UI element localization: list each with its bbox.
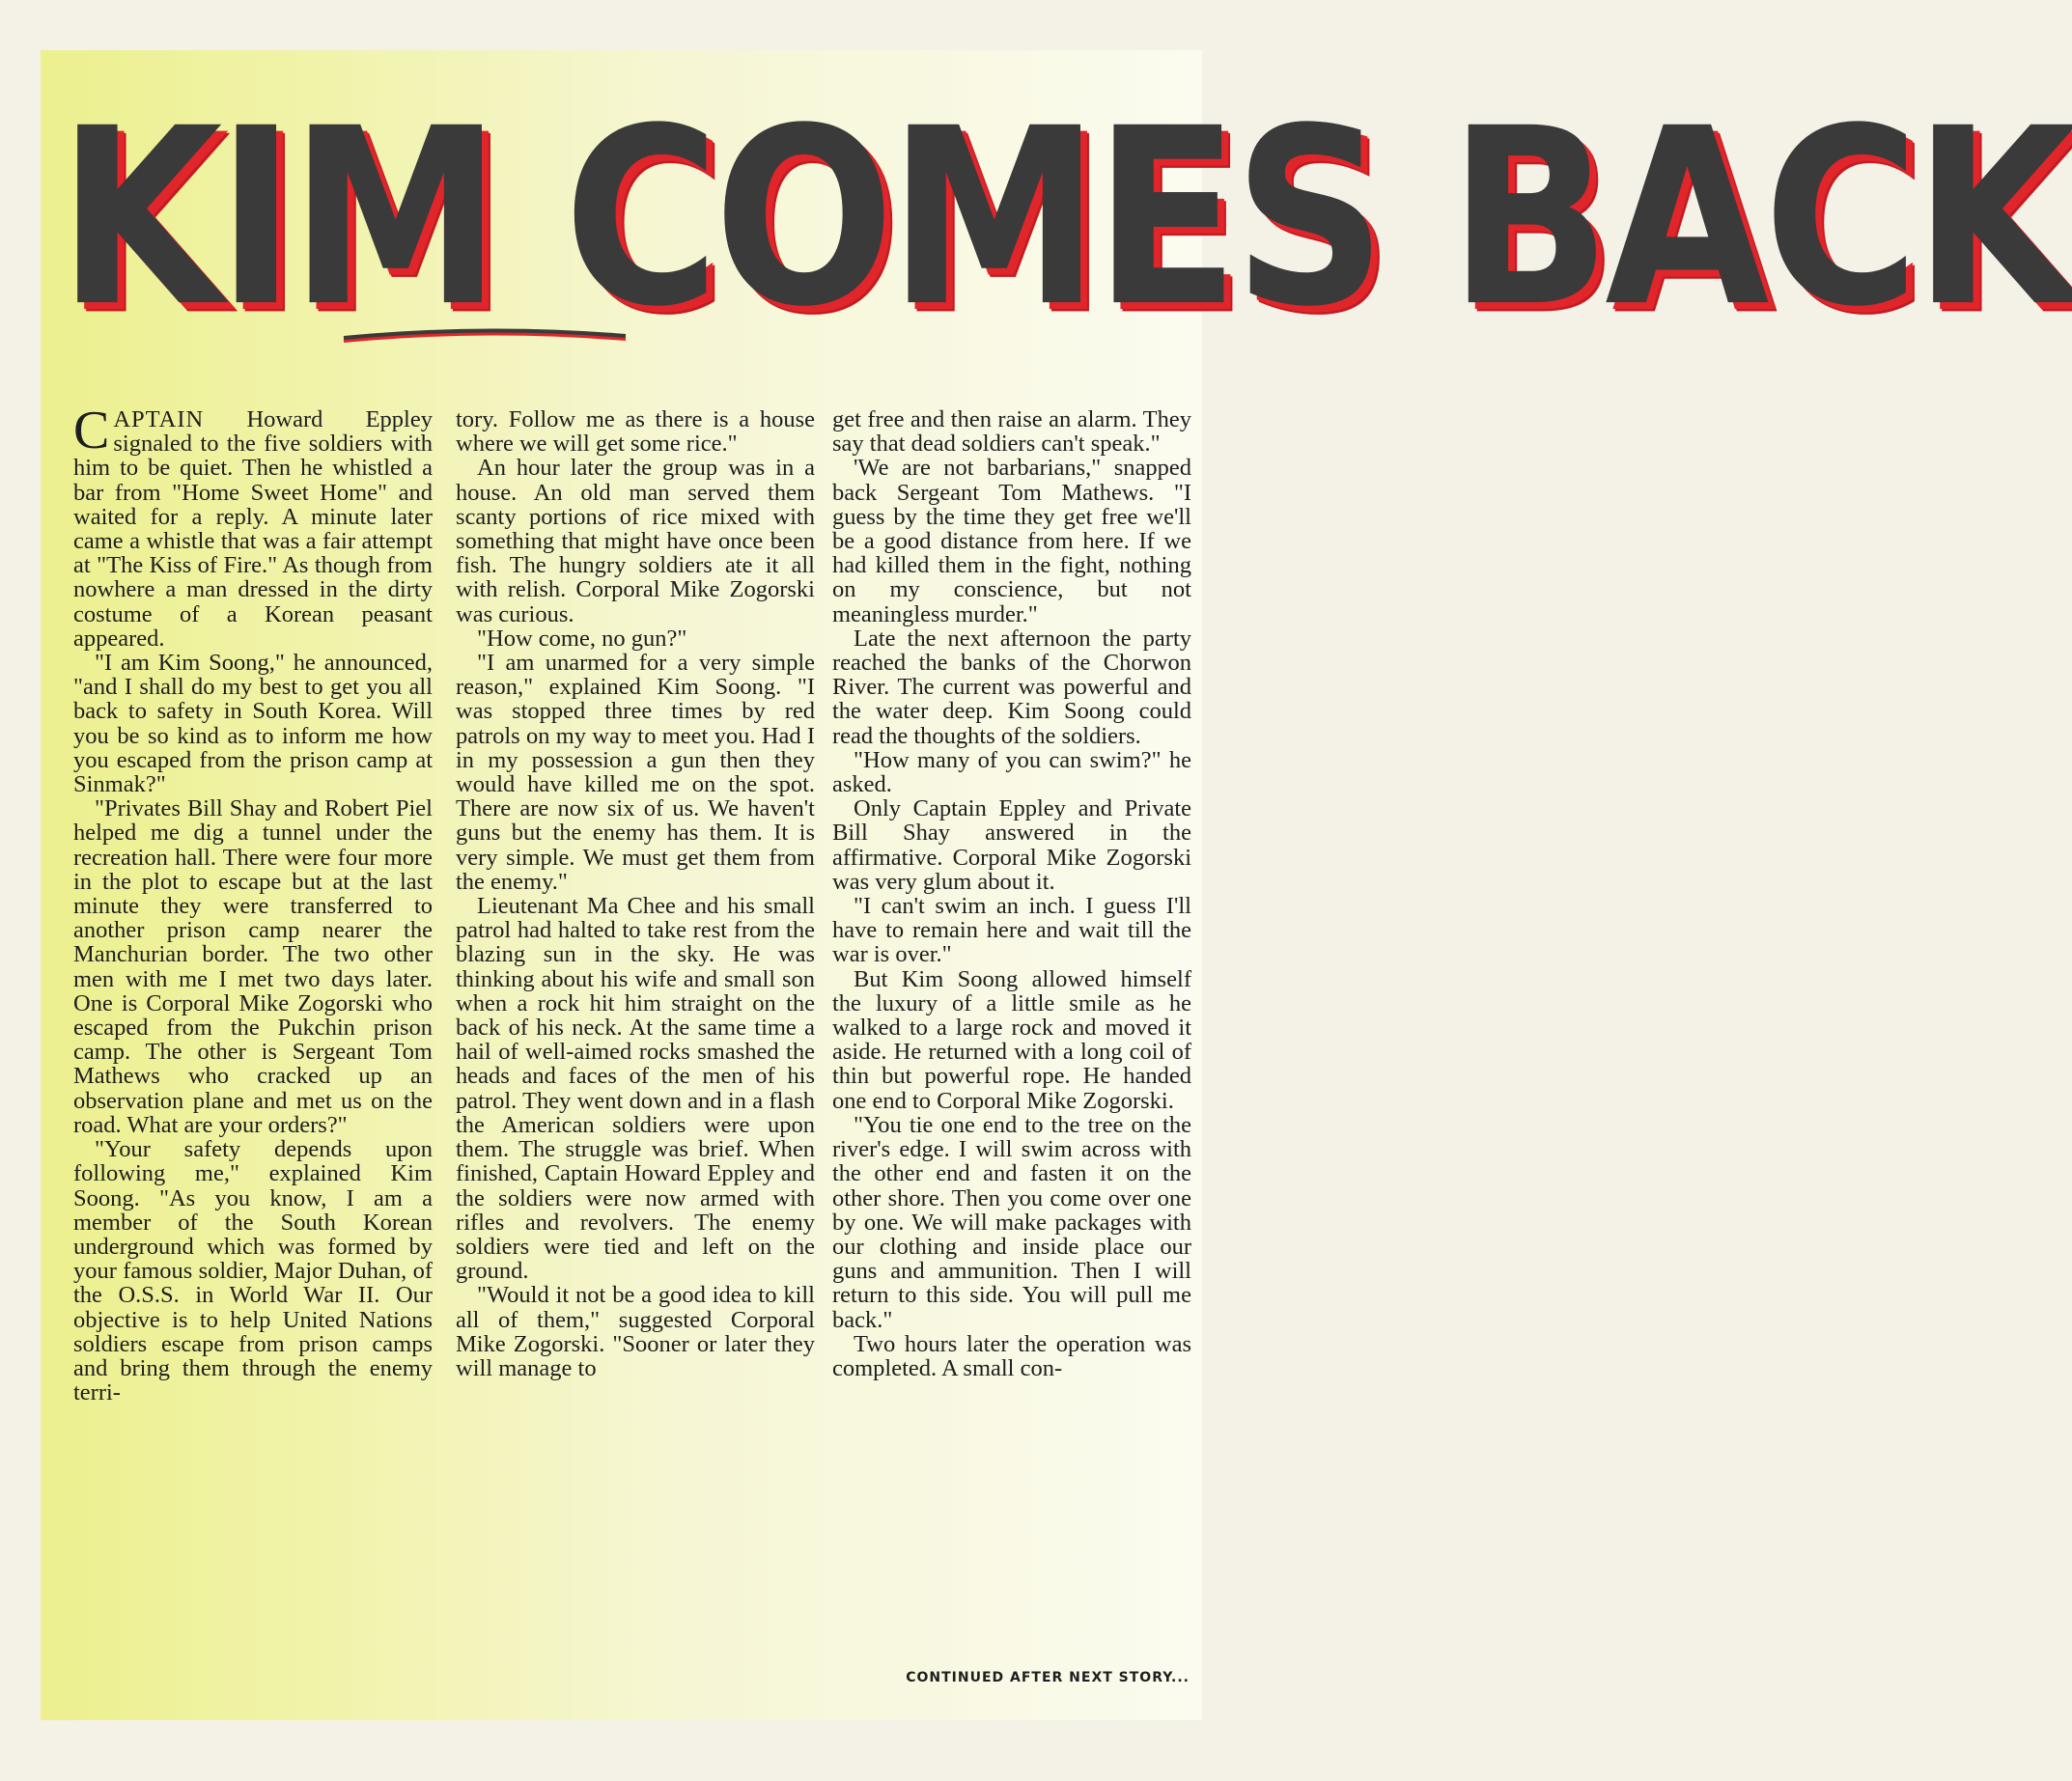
- lead-word: APTAIN: [113, 406, 205, 432]
- story-columns: [73, 401, 1191, 1662]
- paragraph: [73, 401, 433, 652]
- title-area: [58, 75, 2072, 365]
- paragraph: "You tie one end to the tree on the river's edge. I will swim across with the other end and fasten it on the other shore. Then you come over one by one. We will make packages with our clothing and inside place our guns and ammunition. Then I will return to this side. You will pull me back.": [832, 1111, 1191, 1333]
- drop-cap: C: [73, 401, 110, 460]
- title-underline: [340, 329, 630, 345]
- paragraph: "I am unarmed for a very simple reason," explained Kim Soong. "I was stopped three times by red patrols on my way to meet you. Had I in my possession a gun then they would have killed me on the spot. There are now six of us. We haven't guns but the enemy has them. It is very simple. We must get them from the enemy.": [456, 650, 815, 895]
- paragraph: "I am Kim Soong," he announced, "and I shall do my best to get you all back to safety in South Korea. Will you be so kind as to inform me how you escaped from the prison camp at Sinmak?": [73, 650, 433, 798]
- paragraph: Two hours later the operation was completed. A small con-: [832, 1330, 1191, 1381]
- column-1: [73, 401, 433, 1406]
- paragraph: But Kim Soong allowed himself the luxury of a little smile as he walked to a large rock and moved it aside. He returned with a long coil of thin but powerful rope. He handed one end to Corporal Mike Zogorski.: [832, 965, 1191, 1114]
- column-3: [832, 407, 1191, 1380]
- continued-note: CONTINUED AFTER NEXT STORY...: [906, 1670, 1190, 1685]
- paragraph: Only Captain Eppley and Private Bill Shay answered in the affirmative. Corporal Mike Zogorski was very glum about it.: [832, 795, 1191, 895]
- paragraph: "Would it not be a good idea to kill all of them," suggested Corporal Mike Zogorski. "Sooner or later they will manage to: [456, 1282, 815, 1381]
- paragraph: 'We are not barbarians," snapped back Sergeant Tom Mathews. "I guess by the time they get free we'll be a good distance from here. If we had killed them in the fight, nothing on my conscience, but not meaningless murder.": [832, 455, 1191, 627]
- paragraph: "Privates Bill Shay and Robert Piel helped me dig a tunnel under the recreation hall. There were four more in the plot to escape but at the last minute they were transferred to another prison camp nearer the Manchurian border. The two other men with me I met two days later. One is Corporal Mike Zogorski who escaped from the Pukchin prison camp. The other is Sergeant Tom Mathews who cracked up an observation plane and met us on the road. What are your orders?": [73, 795, 433, 1138]
- paragraph: "Your safety depends upon following me," explained Kim Soong. "As you know, I am a member of the South Korean underground which was formed by your famous soldier, Major Duhan, of the O.S.S. in World War II. Our objective is to help United Nations soldiers escape from prison camps and bring them through the enemy terri-: [73, 1136, 433, 1406]
- paragraph: Late the next afternoon the party reached the banks of the Chorwon River. The current was powerful and the water deep. Kim Soong could read the thoughts of the soldiers.: [832, 625, 1191, 749]
- paragraph: An hour later the group was in a house. An old man served them scanty portions of rice mixed with something that might have once been fish. The hungry soldiers ate it all with relish. Corporal Mike Zogorski was curious.: [456, 455, 815, 627]
- paragraph: "I can't swim an inch. I guess I'll have to remain here and wait till the war is over.": [832, 893, 1191, 968]
- paragraph: tory. Follow me as there is a house where we will get some rice.": [456, 406, 815, 458]
- paragraph: get free and then raise an alarm. They say that dead soldiers can't speak.": [832, 406, 1191, 458]
- paragraph: "How come, no gun?": [477, 625, 687, 652]
- paragraph-text: Howard Eppley signaled to the five soldiers with him to be quiet. Then he whistled a bar from "Home Sweet Home" and waited for a reply. A minute later came a whistle that was a fair attempt at "The Kiss of Fire." As though from nowhere a man dressed in the dirty costume of a Korean peasant appeared.: [73, 406, 433, 652]
- paragraph: Lieutenant Ma Chee and his small patrol had halted to take rest from the blazing sun in the sky. He was thinking about his wife and small son when a rock hit him straight on the back of his neck. At the same time a hail of well-aimed rocks smashed the heads and faces of the men of his patrol. They went down and in a flash the American soldiers were upon them. The struggle was brief. When finished, Captain Howard Eppley and the soldiers were now armed with rifles and revolvers. The enemy soldiers were tied and left on the ground.: [456, 893, 815, 1285]
- story-title: KIM COMES BACK: [58, 75, 2072, 360]
- paragraph: "How many of you can swim?" he asked.: [832, 746, 1191, 798]
- column-2: [456, 407, 815, 1380]
